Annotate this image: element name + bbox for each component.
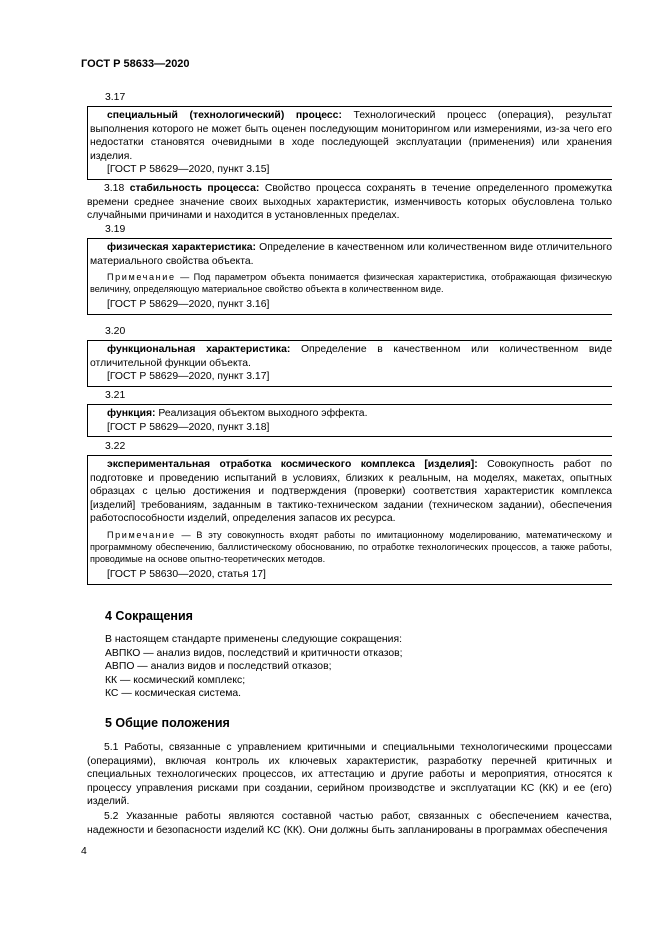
term-text: Технологический процесс (операция), результат выполнения которого не может быть оценен последующим мониторингом или измерениями, из-за чего его недостатки становятся очевидными в ходе последующей эксплуатации (применения) или хранения изделия.: [90, 110, 613, 162]
term-box-3-20: [87, 340, 612, 387]
term-reference: [ГОСТ Р 58629—2020, пункт 3.15]: [107, 164, 270, 176]
term-number-3-17: 3.17: [105, 92, 126, 103]
list-item: КК — космический комплекс;: [105, 674, 246, 686]
term-reference: [ГОСТ Р 58629—2020, пункт 3.17]: [107, 371, 270, 383]
section-4-heading: 4 Сокращения: [105, 609, 193, 623]
list-item: АВПО — анализ видов и последствий отказов;: [105, 661, 332, 673]
term-number-3-19: 3.19: [105, 224, 126, 235]
term-definition-3-22: [90, 458, 612, 526]
term-name: функция:: [107, 408, 156, 419]
term-text: Свойство процесса сохранять в течение определенного промежутка времени среднее значение своих выходных характеристик, изменчивость которых обусловлена только случайными причинами и находится в установленных пределах.: [87, 183, 612, 222]
term-reference: [ГОСТ Р 58630—2020, статья 17]: [107, 568, 266, 580]
term-name: экспериментальная отработка космического комплекса [изделия]:: [107, 459, 478, 470]
term-text: Совокупность работ по подготовке и проведению испытаний в условиях, близких к реальным, на моделях, макетах, опытных образцах с целью достижения и подтверждения (проверки) соответствия характеристик комплекса [изделий] требованиям, заданным в тактико-техническом задании (техническом задании), обеспечения работоспособности изделий, определения запасов их ресурса.: [90, 459, 613, 525]
term-text: Реализация объектом выходного эффекта.: [155, 408, 368, 419]
list-item: КС — космическая система.: [105, 688, 242, 700]
term-definition-3-17: [90, 109, 612, 163]
term-definition-3-21: [90, 407, 612, 421]
term-number-3-20: 3.20: [105, 326, 126, 337]
term-name: функциональная характеристика:: [107, 344, 291, 355]
term-name: стабильность процесса:: [129, 183, 260, 194]
note-label: Примечание: [107, 529, 176, 540]
note-text: — В эту совокупность входят работы по имитационному моделированию, математическому и программному обеспечению, баллистическому обоснованию, по отработке технологических процессов, а также работы, проводимые на основе опытно-теоретических методов.: [90, 529, 612, 564]
term-text: Определение в качественном или количественном виде отличительного материального свойства объекта.: [90, 242, 612, 267]
abbreviations-intro: В настоящем стандарте применены следующие сокращения:: [105, 634, 402, 645]
term-note: [90, 271, 612, 295]
term-name: физическая характеристика:: [107, 242, 256, 253]
note-text: — Под параметром объекта понимается физическая характеристика, отображающая физическую величину, определяющую материальное свойство объекта в количественном виде.: [90, 272, 612, 295]
term-definition-3-19: [90, 241, 612, 268]
term-note: [90, 529, 612, 565]
term-definition-3-18: [87, 182, 612, 223]
term-name: специальный (технологический) процесс:: [107, 110, 342, 121]
term-number-3-18: 3.18: [104, 183, 125, 194]
term-box-3-21: [87, 404, 612, 437]
document-header: ГОСТ Р 58633—2020: [81, 58, 190, 70]
term-number-3-22: 3.22: [105, 441, 126, 452]
term-reference: [ГОСТ Р 58629—2020, пункт 3.16]: [107, 299, 270, 311]
term-number-3-21: 3.21: [105, 390, 126, 401]
section-5-heading: 5 Общие положения: [105, 716, 230, 730]
list-item: АВПКО — анализ видов, последствий и критичности отказов;: [105, 647, 403, 659]
term-box-3-19: [87, 238, 612, 315]
term-definition-3-20: [90, 343, 612, 370]
abbreviations-list: [105, 633, 610, 701]
term-box-3-22: [87, 455, 612, 585]
note-label: Примечание: [107, 272, 176, 283]
paragraph-5-2: 5.2 Указанные работы являются составной частью работ, связанных с обеспечением качества, надежности и безопасности изделий КС (КК). Они должны быть запланированы в программах обеспечения: [87, 811, 612, 836]
paragraph-5-1: 5.1 Работы, связанные с управлением критичными и специальными технологическими процессами (операциями), включая контроль их ключевых характеристик, разработку перечней критичных и специальных технологических процессов, их аттестацию и другие работы и мероприятия, относятся к процессу управления рисками при создании, серийном производстве и эксплуатации КС (КК) и ее (его) изделий.: [87, 742, 612, 808]
term-box-3-17: [87, 106, 612, 180]
term-reference: [ГОСТ Р 58629—2020, пункт 3.18]: [107, 421, 270, 433]
page-number: 4: [81, 846, 87, 857]
term-text: Определение в качественном или количественном виде отличительной функции объекта.: [90, 344, 613, 369]
